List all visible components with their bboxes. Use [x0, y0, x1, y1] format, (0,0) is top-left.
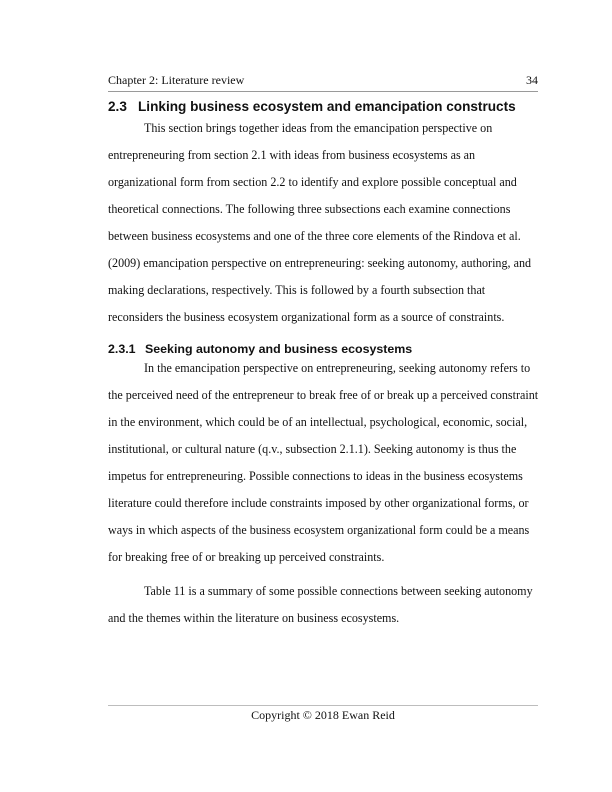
body-line: institutional, or cultural nature (q.v., subsection 2.1.1). Seeking autonomy is thus the — [108, 442, 517, 456]
body-line: Table 11 is a summary of some possible connections between seeking autonomy — [144, 584, 533, 598]
body-line: reconsiders the business ecosystem organizational form as a source of constraints. — [108, 310, 505, 324]
header-rule — [108, 91, 538, 92]
body-line: the perceived need of the entrepreneur to break free of or break up a perceived constraint — [108, 388, 539, 402]
body-line: making declarations, respectively. This is followed by a fourth subsection that — [108, 283, 486, 297]
body-line: impetus for entrepreneuring. Possible connections to ideas in the business ecosystems — [108, 469, 523, 483]
subsection-heading — [108, 342, 412, 356]
section-title: Linking business ecosystem and emancipation constructs — [138, 99, 516, 114]
body-line: for breaking free of or breaking up perceived constraints. — [108, 550, 385, 564]
body-line: (2009) emancipation perspective on entrepreneuring: seeking autonomy, authoring, and — [108, 256, 532, 270]
body-line: theoretical connections. The following three subsections each examine connections — [108, 202, 511, 216]
section-number: 2.3 — [108, 99, 127, 114]
footer-copyright: Copyright © 2018 Ewan Reid — [251, 708, 395, 722]
page-number: 34 — [526, 73, 538, 87]
body-line: organizational form from section 2.2 to identify and explore possible conceptual and — [108, 175, 517, 189]
footer-rule — [108, 705, 538, 706]
body-line: ways in which aspects of the business ecosystem organizational form could be a means — [108, 523, 530, 537]
running-header — [108, 73, 538, 89]
chapter-title: Chapter 2: Literature review — [108, 73, 245, 87]
body-line: between business ecosystems and one of the three core elements of the Rindova et al. — [108, 229, 521, 243]
body-line: in the environment, which could be of an intellectual, psychological, economic, social, — [108, 415, 528, 429]
subsection-number: 2.3.1 — [108, 342, 136, 356]
body-line: entrepreneuring from section 2.1 with ideas from business ecosystems as an — [108, 148, 476, 162]
body-line: literature could therefore include constraints imposed by other organizational forms, or — [108, 496, 529, 510]
subsection-title: Seeking autonomy and business ecosystems — [145, 342, 413, 356]
body-line: This section brings together ideas from the emancipation perspective on — [144, 121, 493, 135]
section-heading — [108, 99, 516, 114]
body-line: In the emancipation perspective on entrepreneuring, seeking autonomy refers to — [144, 361, 531, 375]
body-line: and the themes within the literature on business ecosystems. — [108, 611, 400, 625]
